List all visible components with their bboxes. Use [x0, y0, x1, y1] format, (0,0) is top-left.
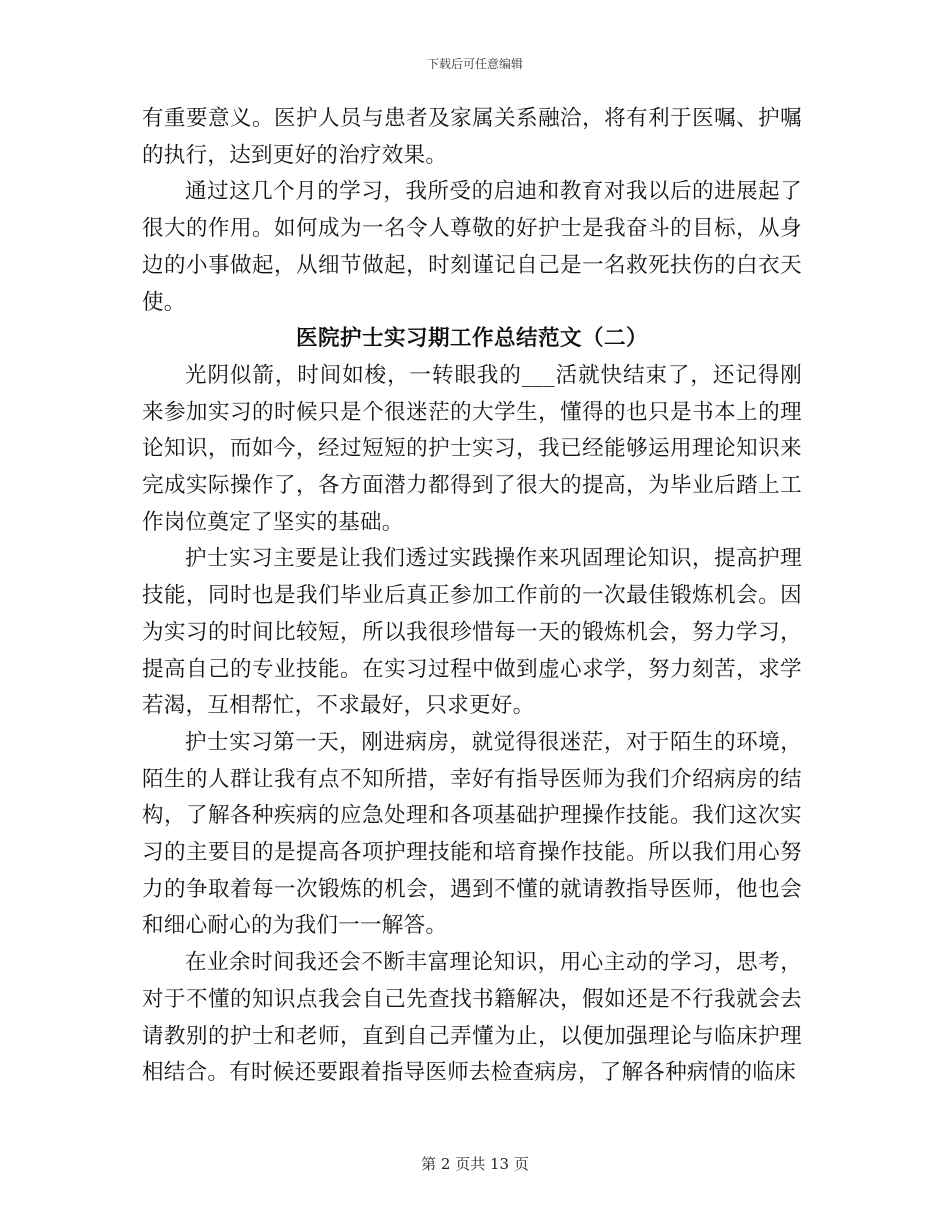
page-footer: 第 2 页共 13 页 — [421, 1155, 529, 1173]
paragraph-4: 护士实习主要是让我们透过实践操作来巩固理论知识，提高护理技能，同时也是我们毕业后真正参加工作前的一次最佳锻炼机会。因为实习的时间比较短，所以我很珍惜每一天的锻炼机会，努力学习，提高自己的专业技能。在实习过程中做到虚心求学，努力刻苦，求学若渴，互相帮忙，不求最好，只求更好。 — [142, 546, 802, 719]
paragraph-1: 有重要意义。医护人员与患者及家属关系融洽，将有利于医嘱、护嘱的执行，达到更好的治疗效果。 — [142, 106, 802, 168]
paragraph-5: 护士实习第一天，刚进病房，就觉得很迷茫，对于陌生的环境，陌生的人群让我有点不知所措，幸好有指导医师为我们介绍病房的结构，了解各种疾病的应急处理和各项基础护理操作技能。我们这次实习的主要目的是提高各项护理技能和培育操作技能。所以我们用心努力的争取着每一次锻炼的机会，遇到不懂的就请教指导医师，他也会和细心耐心的为我们一一解答。 — [142, 729, 802, 939]
paragraph-3: 光阴似箭，时间如梭，一转眼我的___活就快结束了，还记得刚来参加实习的时候只是个很迷茫的大学生，懂得的也只是书本上的理论知识，而如今，经过短短的护士实习，我已经能够运用理论知识来完成实际操作了，各方面潜力都得到了很大的提高，为毕业后踏上工作岗位奠定了坚实的基础。 — [142, 362, 802, 535]
section-heading: 医院护士实习期工作总结范文（二） — [295, 326, 648, 352]
document-body — [142, 101, 802, 1092]
page-header: 下载后可任意编辑 — [426, 57, 523, 71]
paragraph-6: 在业余时间我还会不断丰富理论知识，用心主动的学习，思考，对于不懂的知识点我会自己先查找书籍解决，假如还是不行我就会去请教别的护士和老师，直到自己弄懂为止，以便加强理论与临床护理相结合。有时候还要跟着指导医师去检查病房，了解各种病情的临床 — [142, 950, 802, 1086]
paragraph-2: 通过这几个月的学习，我所受的启迪和教育对我以后的进展起了很大的作用。如何成为一名令人尊敬的好护士是我奋斗的目标，从身边的小事做起，从细节做起，时刻谨记自己是一名救死扶伤的白衣天使。 — [142, 179, 802, 315]
